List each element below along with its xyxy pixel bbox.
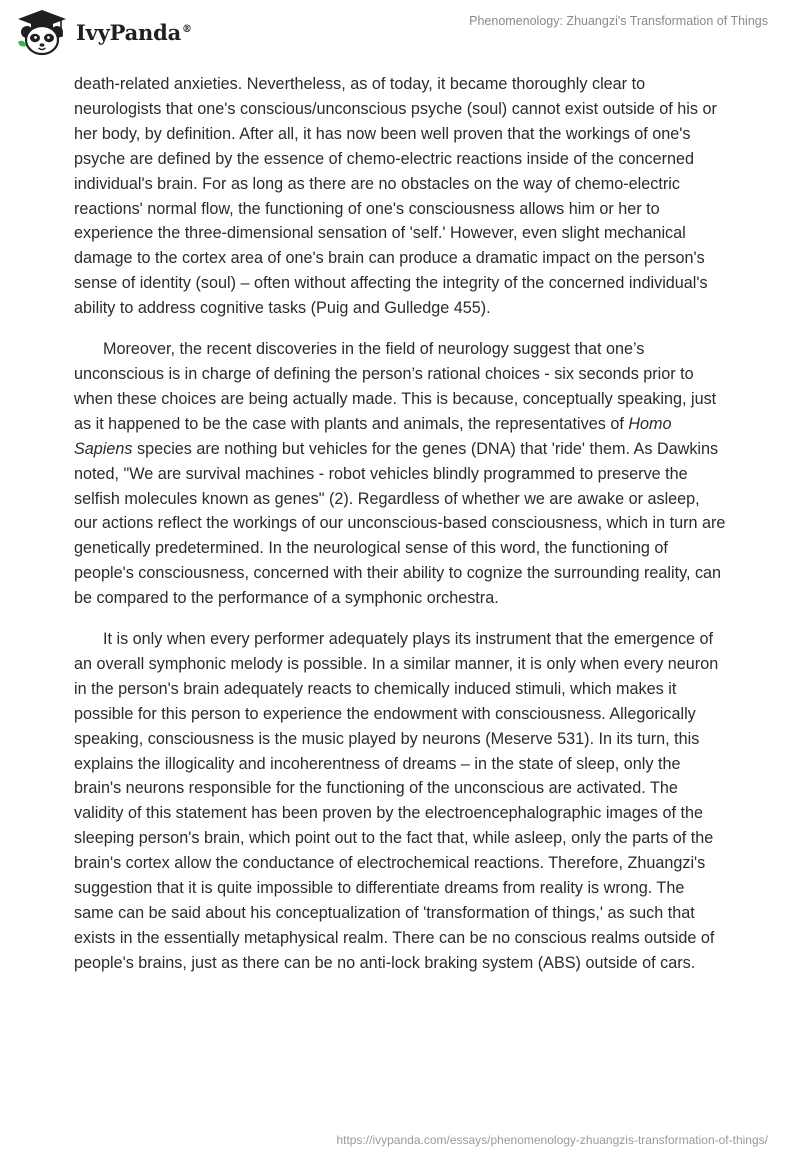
paragraph-1-text: death-related anxieties. Nevertheless, as of today, it became thoroughly clear to neurologists that one's conscious/unconscious psyche (soul) cannot exist outside of his or her body, by definition. After all, it has now been well proven that the workings of one's psyche are defined by the essence of chemo-electric reactions inside of the concerned individual's brain. For as long as there are no obstacles on the way of chemo-electric reactions' normal flow, the functioning of one's consciousness allows him or her to experience the three-dimensional sensation of 'self.' However, even slight mechanical damage to the cortex area of one's brain can produce a dramatic impact on the person's sense of identity (soul) – often without affecting the integrity of the concerned individual's ability to address cognitive tasks (Puig and Gulledge 455). xyxy=(74,75,717,318)
page-header xyxy=(0,0,800,70)
paragraph-3 xyxy=(74,627,726,976)
paragraph-3-text: It is only when every performer adequately plays its instrument that the emergence of an overall symphonic melody is possible. In a similar manner, it is only when every neuron in the person's brain adequately reacts to chemically induced stimuli, which makes it possible for this person to experience the endowment with consciousness. Allegorically speaking, consciousness is the music played by neurons (Meserve 531). In its turn, this explains the illogicality and incoherentness of dreams – in the state of sleep, only the brain's neurons responsible for the functioning of the unconscious are activated. The validity of this statement has been proven by the electroencephalographic images of the sleeping person's brain, which point out to the fact that, while asleep, only the parts of the brain's cortex allow the conductance of electrochemical reactions. Therefore, Zhuangzi's suggestion that it is quite impossible to differentiate dreams from reality is wrong. The same can be said about his conceptualization of 'transformation of things,' as such that exists in the essentially metaphysical realm. There can be no conscious realms outside of people's brains, just as there can be no anti-lock braking system (ABS) outside of cars. xyxy=(74,630,719,972)
registered-mark: ® xyxy=(182,23,192,35)
paragraph-1 xyxy=(74,72,726,321)
paragraph-2-italic-term: Homo Sapiens xyxy=(74,414,672,458)
paragraph-2-text-after: species are nothing but vehicles for the genes (DNA) that 'ride' them. As Dawkins noted, "We are survival machines - robot vehicles blindly programmed to preserve the selfish molecules known as genes" (2). Regardless of whether we are awake or asleep, our actions reflect the workings of our unconscious-based consciousness, which in turn are genetically predetermined. In the neurological sense of this word, the functioning of people's consciousness, concerned with their ability to cognize the surrounding reality, can be compared to the performance of a symphonic orchestra. xyxy=(74,439,726,608)
source-url[interactable]: https://ivypanda.com/essays/phenomenology-zhuangzis-transformation-of-things/ xyxy=(336,1133,768,1147)
paragraph-2 xyxy=(74,337,726,611)
essay-body xyxy=(74,72,726,992)
paragraph-2-text-before: Moreover, the recent discoveries in the field of neurology suggest that one’s unconscious is in charge of defining the person’s rational choices - six seconds prior to when these choices are being actually made. This is because, conceptually speaking, just as it happened to be the case with plants and animals, the representatives of xyxy=(74,340,717,433)
panda-graduate-icon xyxy=(14,8,70,56)
document-title: Phenomenology: Zhuangzi's Transformation of Things xyxy=(469,14,768,28)
brand-name: IvyPanda® xyxy=(76,19,192,45)
site-logo[interactable] xyxy=(14,8,192,56)
